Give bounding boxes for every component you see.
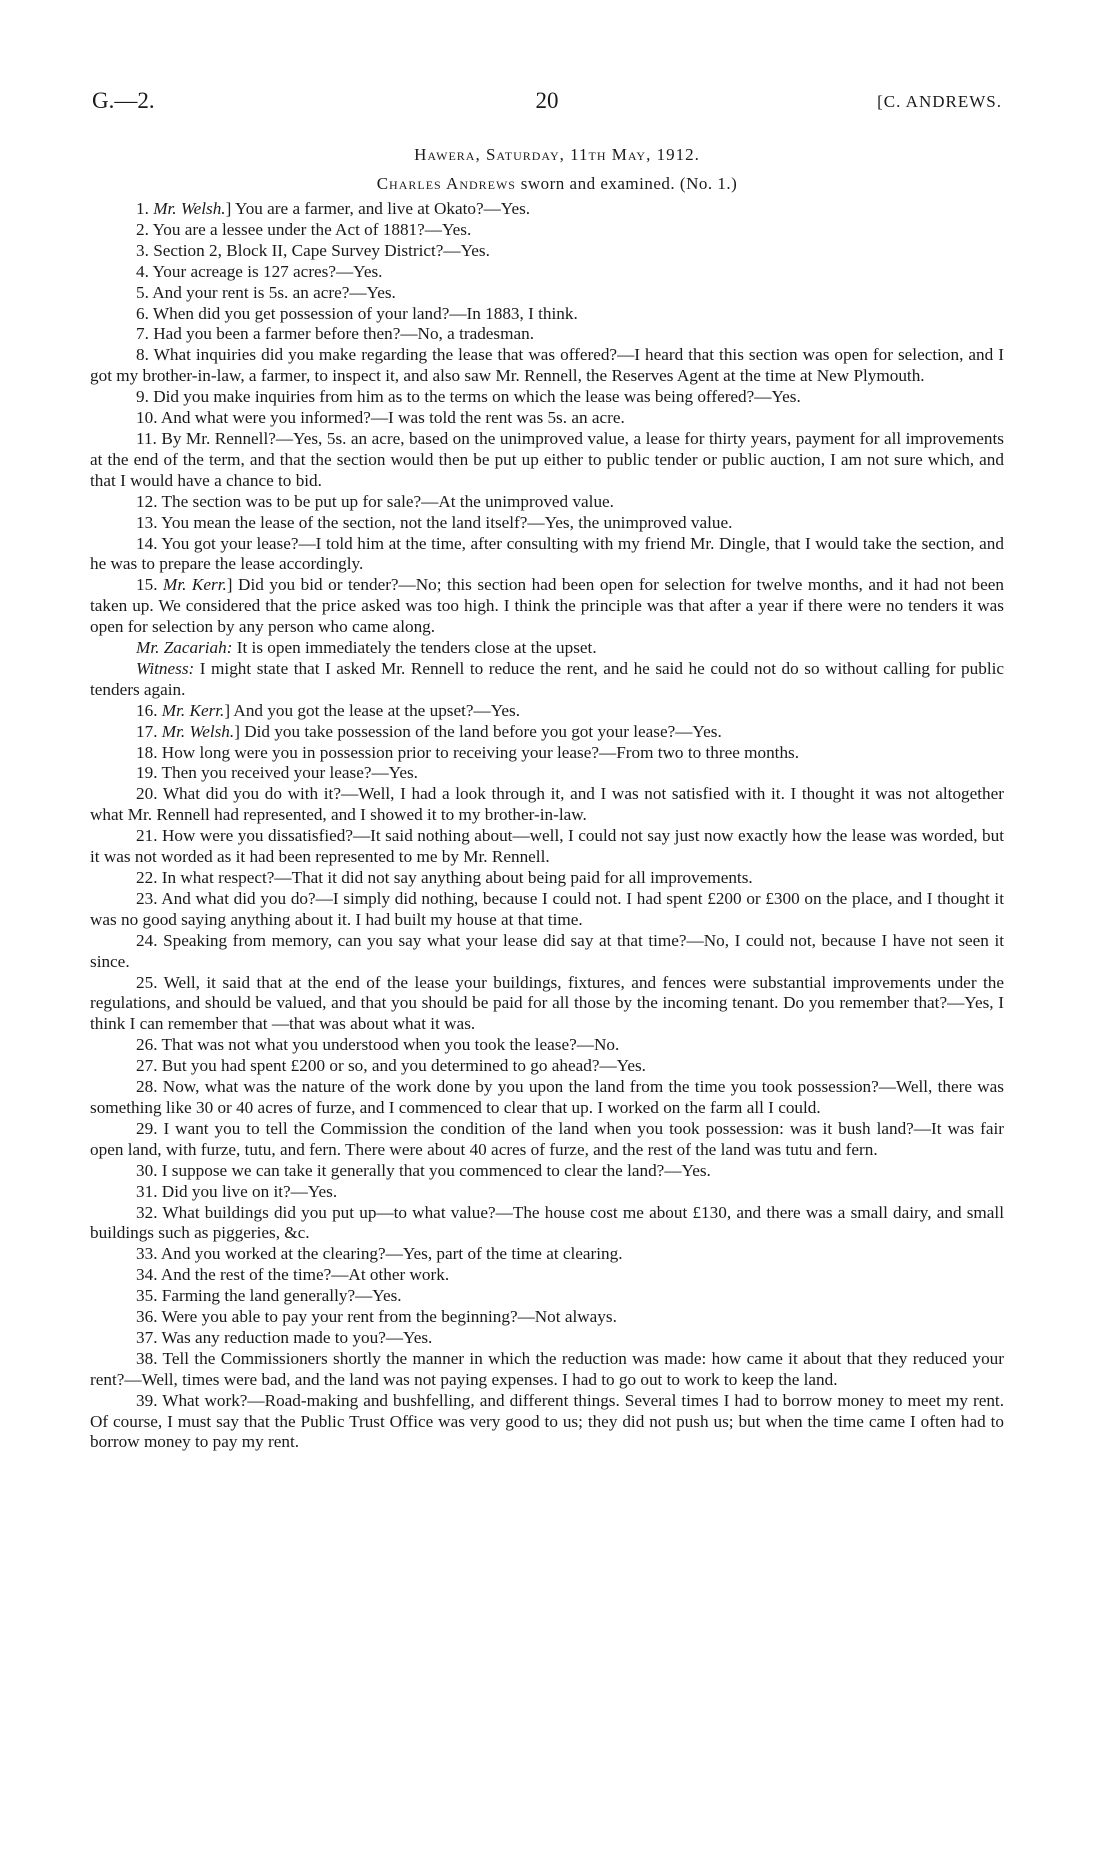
speaker-name: Witness: (136, 658, 195, 678)
question-number: 26. (136, 1035, 162, 1055)
question-number: 16. (136, 700, 162, 720)
testimony-paragraph (90, 345, 1004, 387)
question-number: 13. (136, 512, 162, 532)
testimony-paragraph (90, 763, 1004, 784)
testimony-paragraph (90, 241, 1004, 262)
paragraph-text: In what respect?—That it did not say anything about being paid for all improvements. (161, 868, 753, 887)
question-number: 10. (136, 408, 161, 428)
paragraph-text: How were you dissatisfied?—It said nothing about—well, I could not say just now exactly how the lease was worded, but it was not worded as it had been represented to me by Mr. Rennell. (90, 826, 1005, 867)
paragraph-text: The section was to be put up for sale?—At the unimproved value. (161, 491, 614, 511)
paragraph-text: By Mr. Rennell?—Yes, 5s. an acre, based on the unimproved value, a lease for thirty years, payment for all improvements at the end of the term, and that the section would then be put up either to public tender or public auction, I am not sure which, and that I would have a chance to bid. (90, 428, 1004, 490)
testimony-paragraph (90, 429, 1004, 492)
testimony-paragraph (90, 638, 1004, 659)
paragraph-text: Farming the land generally?—Yes. (161, 1286, 402, 1306)
question-number: 7. (136, 324, 154, 344)
speaker-name: Mr. Kerr. (163, 575, 227, 595)
paragraph-text: And what were you informed?—I was told the rent was 5s. an acre. (160, 408, 625, 428)
testimony-paragraph (90, 1203, 1004, 1245)
paragraph-text: You are a farmer, and live at Okato?—Yes. (231, 199, 531, 218)
paragraph-text: Did you bid or tender?—No; this section had been open for selection for twelve months, and it had not been taken up. We considered that the price asked was too high. I think the principle was that after a year if there were no tenders it was open for selection by any person who came along. (90, 575, 1004, 637)
witness-status: sworn and examined. (No. 1.) (515, 174, 738, 193)
testimony-paragraph (90, 743, 1004, 764)
testimony-paragraph (90, 1244, 1004, 1265)
question-number: 33. (136, 1244, 161, 1264)
paragraph-text: Then you received your lease?—Yes. (161, 763, 418, 783)
paragraph-text: And you worked at the clearing?—Yes, part of the time at clearing. (160, 1244, 623, 1264)
testimony-paragraph (90, 1328, 1004, 1349)
question-number: 34. (136, 1265, 161, 1285)
paragraph-text: You mean the lease of the section, not the land itself?—Yes, the unimproved value. (161, 512, 733, 532)
speaker-name: Mr. Welsh. (153, 199, 226, 218)
question-number: 15. (136, 575, 164, 595)
paragraph-text: I suppose we can take it generally that you commenced to clear the land?—Yes. (161, 1160, 711, 1180)
question-number: 19. (136, 763, 162, 783)
question-number: 8. (136, 345, 154, 365)
running-head-witness: [C. ANDREWS. (877, 92, 1002, 111)
testimony-paragraph (90, 324, 1004, 345)
testimony-paragraph (90, 659, 1004, 701)
question-number: 31. (136, 1181, 162, 1201)
question-number: 12. (136, 491, 162, 511)
paragraph-text: I might state that I asked Mr. Rennell to reduce the rent, and he said he could not do so without calling for public tenders again. (90, 658, 1004, 699)
question-number: 27. (136, 1056, 162, 1076)
session-date: Hawera, Saturday, 11th May, 1912. (414, 145, 700, 164)
question-number: 21. (136, 826, 162, 846)
paragraph-text: But you had spent £200 or so, and you determined to go ahead?—Yes. (161, 1056, 646, 1076)
testimony-paragraph (90, 220, 1004, 241)
report-code: G.—2. (92, 88, 155, 113)
paragraph-text: Were you able to pay your rent from the beginning?—Not always. (161, 1307, 617, 1327)
question-number: 14. (136, 533, 162, 553)
witness-line (0, 174, 1114, 194)
question-number: 6. (136, 303, 153, 323)
testimony-body (90, 199, 1004, 1453)
testimony-paragraph (90, 868, 1004, 889)
paragraph-text: What buildings did you put up—to what value?—The house cost me about £130, and there was a small dairy, and small buildings such as piggeries, &c. (90, 1202, 1004, 1243)
testimony-paragraph (90, 973, 1004, 1036)
speaker-name: Mr. Zacariah: (136, 638, 233, 658)
testimony-paragraph (90, 889, 1004, 931)
question-number: 23. (136, 888, 162, 908)
paragraph-text: What inquiries did you make regarding the lease that was offered?—I heard that this section was open for selection, and I got my brother-in-law, a farmer, to inspect it, and also saw Mr. Rennell, the Reserves Agent at the time at New Plymouth. (90, 345, 1004, 386)
question-number: 28. (136, 1077, 163, 1097)
paragraph-text: Speaking from memory, can you say what your lease did say at that time?—No, I could not, because I have not seen it since. (90, 930, 1005, 971)
question-number: 38. (136, 1348, 163, 1368)
question-number: 29. (136, 1118, 164, 1138)
question-number: 4. (136, 261, 153, 281)
paragraph-text: And you got the lease at the upset?—Yes. (230, 700, 520, 720)
paragraph-text: Did you live on it?—Yes. (161, 1181, 338, 1201)
question-number: 9. (136, 387, 154, 407)
testimony-paragraph (90, 1161, 1004, 1182)
paragraph-text: Was any reduction made to you?—Yes. (161, 1327, 433, 1347)
question-number: 20. (136, 784, 163, 804)
testimony-paragraph (90, 1307, 1004, 1328)
testimony-paragraph (90, 492, 1004, 513)
paragraph-text: Tell the Commissioners shortly the manner in which the reduction was made: how came it about that they reduced your rent?—Well, times were bad, and the land was not paying expenses. I had to go out to work to keep the land. (90, 1348, 1004, 1389)
testimony-paragraph (90, 408, 1004, 429)
testimony-paragraph (90, 1035, 1004, 1056)
testimony-paragraph (90, 262, 1004, 283)
page-number: 20 (535, 88, 559, 113)
paragraph-text: You got your lease?—I told him at the time, after consulting with my friend Mr. Dingle, that I would take the section, and he was to prepare the lease accordingly. (90, 533, 1004, 574)
testimony-paragraph (90, 1286, 1004, 1307)
paragraph-text: I want you to tell the Commission the condition of the land when you took possession: was it bush land?—It was fair open land, with furze, tutu, and fern. There were about 40 acres of furze, and the rest of the land was tutu and fern. (90, 1118, 1005, 1159)
testimony-paragraph: 17. Mr. Welsh.] Did you take possession of the land before you got your lease?—Yes. (136, 721, 722, 741)
testimony-paragraph (90, 1391, 1004, 1454)
question-number: 17. (136, 721, 162, 741)
paragraph-text: And the rest of the time?—At other work. (160, 1265, 450, 1285)
question-number: 11. (136, 428, 162, 448)
question-number: 30. (136, 1160, 162, 1180)
testimony-paragraph (90, 826, 1004, 868)
question-number: 25. (136, 972, 164, 992)
question-number: 37. (136, 1327, 162, 1347)
testimony-paragraph (90, 534, 1004, 576)
paragraph-text: Your acreage is 127 acres?—Yes. (152, 261, 383, 281)
question-number: 5. (136, 282, 153, 302)
testimony-paragraph: 15. Mr. Kerr.] Did you bid or tender?—No; this section had been open for selection for twelve months, and it had not been taken up. We considered that the price asked was too high. I think the principle was that after a year if there were no tenders it was open for selection by any person who came along. (90, 575, 1004, 637)
question-number: 3. (136, 240, 154, 260)
question-number: 24. (136, 930, 164, 950)
question-number: 39. (136, 1390, 163, 1410)
testimony-paragraph (90, 1349, 1004, 1391)
testimony-paragraph (90, 1056, 1004, 1077)
testimony-paragraph (90, 1182, 1004, 1203)
testimony-paragraph (90, 1265, 1004, 1286)
paragraph-text: Well, it said that at the end of the lease your buildings, fixtures, and fences were substantial improvements under the regulations, and should be valued, and that you should be paid for all those by the incoming tenant. Do you remember that?—Yes, I think I can remember that —that was about what it was. (90, 972, 1004, 1034)
testimony-paragraph (90, 931, 1004, 973)
paragraph-text: How long were you in possession prior to receiving your lease?—From two to three months. (161, 742, 800, 762)
question-number: 1. (136, 199, 154, 218)
paragraph-text: Had you been a farmer before then?—No, a tradesman. (153, 324, 535, 344)
question-number: 18. (136, 742, 162, 762)
paragraph-text: Did you make inquiries from him as to the terms on which the lease was being offered?—Yes. (153, 387, 801, 407)
paragraph-text: It is open immediately the tenders close at the upset. (232, 638, 597, 658)
testimony-paragraph (90, 1077, 1004, 1119)
testimony-paragraph (90, 513, 1004, 534)
witness-name: Charles Andrews (376, 174, 516, 193)
question-number: 35. (136, 1286, 162, 1306)
question-number: 32. (136, 1202, 163, 1222)
paragraph-text: You are a lessee under the Act of 1881?—Yes. (152, 219, 472, 239)
question-number: 2. (136, 219, 153, 239)
paragraph-text: Section 2, Block II, Cape Survey District?—Yes. (153, 240, 490, 260)
paragraph-text: When did you get possession of your land?—In 1883, I think. (152, 303, 578, 323)
testimony-paragraph (90, 387, 1004, 408)
testimony-paragraph (90, 784, 1004, 826)
paragraph-text: What did you do with it?—Well, I had a look through it, and I was not satisfied with it. I thought it was not altogether what Mr. Rennell had represented, and I showed it to my brother-in-law. (90, 784, 1004, 825)
paragraph-text: That was not what you understood when you took the lease?—No. (161, 1035, 620, 1055)
paragraph-text: And what did you do?—I simply did nothing, because I could not. I had spent £200 or £300 on the place, and I thought it was no good saying anything about it. I had built my house at that time. (90, 888, 1004, 929)
paragraph-text: Now, what was the nature of the work done by you upon the land from the time you took possession?—Well, there was something like 30 or 40 acres of furze, and I commenced to clear that up. I worked on the farm all I could. (90, 1077, 1004, 1117)
paragraph-text: What work?—Road-making and bushfelling, and different things. Several times I had to borrow money to meet my rent. Of course, I must say that the Public Trust Office was very good to us; they did not push us; but when the time came I often had to borrow money to pay my rent. (90, 1390, 1004, 1452)
question-number: 22. (136, 868, 162, 887)
testimony-paragraph (90, 283, 1004, 304)
testimony-paragraph: 16. Mr. Kerr.] And you got the lease at the upset?—Yes. (136, 700, 520, 720)
testimony-paragraph: 1. Mr. Welsh.] You are a farmer, and live at Okato?—Yes. (136, 199, 531, 218)
speaker-name: Mr. Kerr. (161, 700, 225, 720)
question-number: 36. (136, 1307, 162, 1327)
paragraph-text: And your rent is 5s. an acre?—Yes. (152, 282, 396, 302)
paragraph-text: Did you take possession of the land before you got your lease?—Yes. (239, 721, 722, 741)
page-header (92, 88, 1002, 118)
testimony-paragraph (90, 304, 1004, 325)
testimony-paragraph (90, 1119, 1004, 1161)
speaker-name: Mr. Welsh. (161, 721, 235, 741)
